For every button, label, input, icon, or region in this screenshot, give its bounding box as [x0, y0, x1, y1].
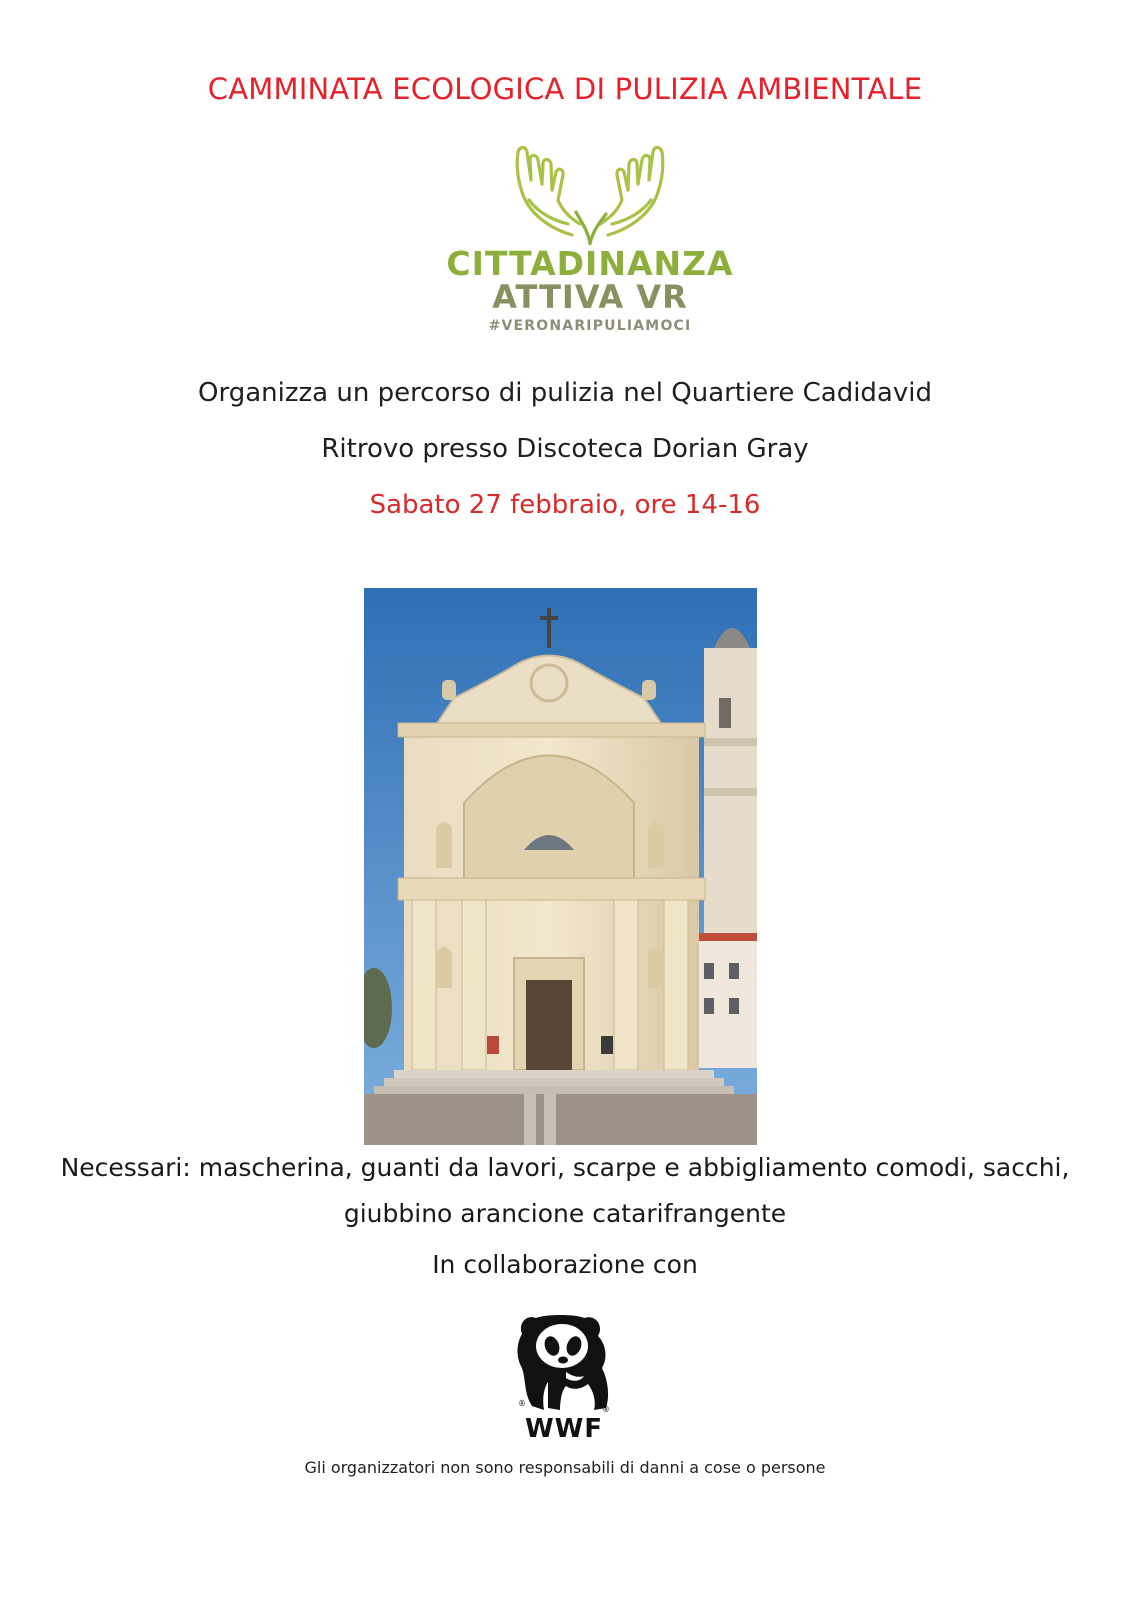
event-title: CAMMINATA ECOLOGICA DI PULIZIA AMBIENTALE	[207, 72, 923, 106]
logo-name-line2: ATTIVA VR	[492, 278, 688, 316]
svg-text:®: ®	[518, 1399, 526, 1408]
date-time-line: Sabato 27 febbraio, ore 14-16	[369, 490, 761, 520]
requirements-line-2: giubbino arancione catarifrangente	[343, 1199, 787, 1228]
wwf-label: WWF	[524, 1414, 604, 1444]
wwf-logo	[514, 1310, 614, 1450]
logo-hashtag: #VERONARIPULIAMOCI	[488, 318, 692, 334]
panda-icon	[514, 1310, 614, 1414]
hands-holding-plant-icon	[430, 140, 750, 245]
collaboration-line: In collaborazione con	[432, 1250, 698, 1279]
church-facade-photo	[364, 588, 757, 1145]
meeting-point-line: Ritrovo presso Discoteca Dorian Gray	[321, 434, 809, 464]
logo-name-line1: CITTADINANZA	[446, 244, 734, 283]
description-line: Organizza un percorso di pulizia nel Quartiere Cadidavid	[198, 378, 932, 408]
requirements-line-1: Necessari: mascherina, guanti da lavori, scarpe e abbigliamento comodi, sacchi,	[60, 1153, 1070, 1182]
cittadinanza-attiva-logo	[430, 140, 750, 345]
disclaimer: Gli organizzatori non sono responsabili di danni a cose o persone	[304, 1458, 826, 1477]
svg-text:®: ®	[602, 1405, 610, 1414]
